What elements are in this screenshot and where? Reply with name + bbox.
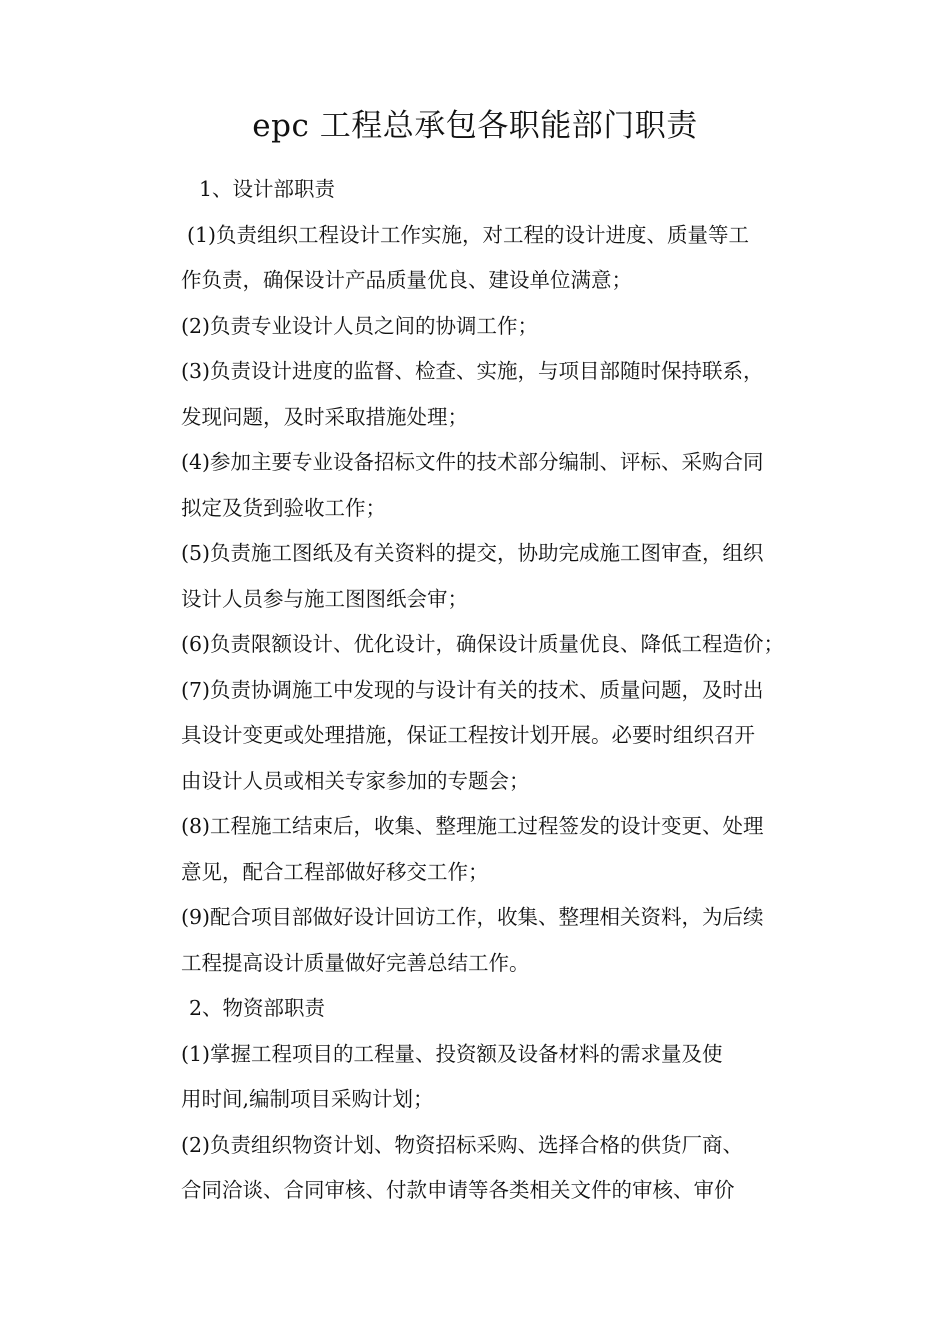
paragraph-line: (1)掌握工程项目的工程量、投资额及设备材料的需求量及使 bbox=[181, 1041, 723, 1066]
paragraph-line: 合同洽谈、合同审核、付款申请等各类相关文件的审核、审价 bbox=[181, 1178, 735, 1202]
paragraph-line: 由设计人员或相关专家参加的专题会； bbox=[181, 768, 530, 793]
paragraph-line: (2)负责专业设计人员之间的协调工作； bbox=[181, 313, 539, 338]
paragraph-line: 设计人员参与施工图图纸会审； bbox=[181, 586, 468, 611]
paragraph-line: 意见，配合工程部做好移交工作； bbox=[181, 859, 489, 884]
page-title: epc 工程总承包各职能部门职责 bbox=[252, 108, 698, 144]
paragraph-line: 工程提高设计质量做好完善总结工作。 bbox=[181, 950, 530, 975]
section-heading-materials-dept: 2、物资部职责 bbox=[189, 996, 326, 1020]
paragraph-line: (3)负责设计进度的监督、检查、实施，与项目部随时保持联系， bbox=[181, 359, 764, 383]
paragraph-line: 作负责，确保设计产品质量优良、建设单位满意； bbox=[181, 268, 632, 292]
paragraph-line: 具设计变更或处理措施，保证工程按计划开展。必要时组织召开 bbox=[181, 723, 755, 747]
document-body bbox=[181, 167, 811, 1214]
paragraph-line: (2)负责组织物资计划、物资招标采购、选择合格的供货厂商、 bbox=[181, 1132, 744, 1157]
paragraph-line: 拟定及货到验收工作； bbox=[181, 495, 386, 520]
paragraph-line: 发现问题，及时采取措施处理； bbox=[181, 404, 468, 429]
paragraph-line: (5)负责施工图纸及有关资料的提交，协助完成施工图审查，组织 bbox=[181, 541, 764, 565]
paragraph-line: (7)负责协调施工中发现的与设计有关的技术、质量问题，及时出 bbox=[181, 677, 764, 702]
paragraph-line: (8)工程施工结束后，收集、整理施工过程签发的设计变更、处理 bbox=[181, 814, 764, 838]
paragraph-line: 用时间,编制项目采购计划； bbox=[181, 1087, 434, 1111]
paragraph-line: (9)配合项目部做好设计回访工作，收集、整理相关资料，为后续 bbox=[181, 905, 764, 929]
paragraph-line: (6)负责限额设计、优化设计，确保设计质量优良、降低工程造价； bbox=[181, 632, 785, 656]
paragraph-line: (1)负责组织工程设计工作实施，对工程的设计进度、质量等工 bbox=[187, 222, 750, 247]
section-heading-design-dept: 1、设计部职责 bbox=[199, 177, 336, 201]
paragraph-line: (4)参加主要专业设备招标文件的技术部分编制、评标、采购合同 bbox=[181, 450, 764, 474]
